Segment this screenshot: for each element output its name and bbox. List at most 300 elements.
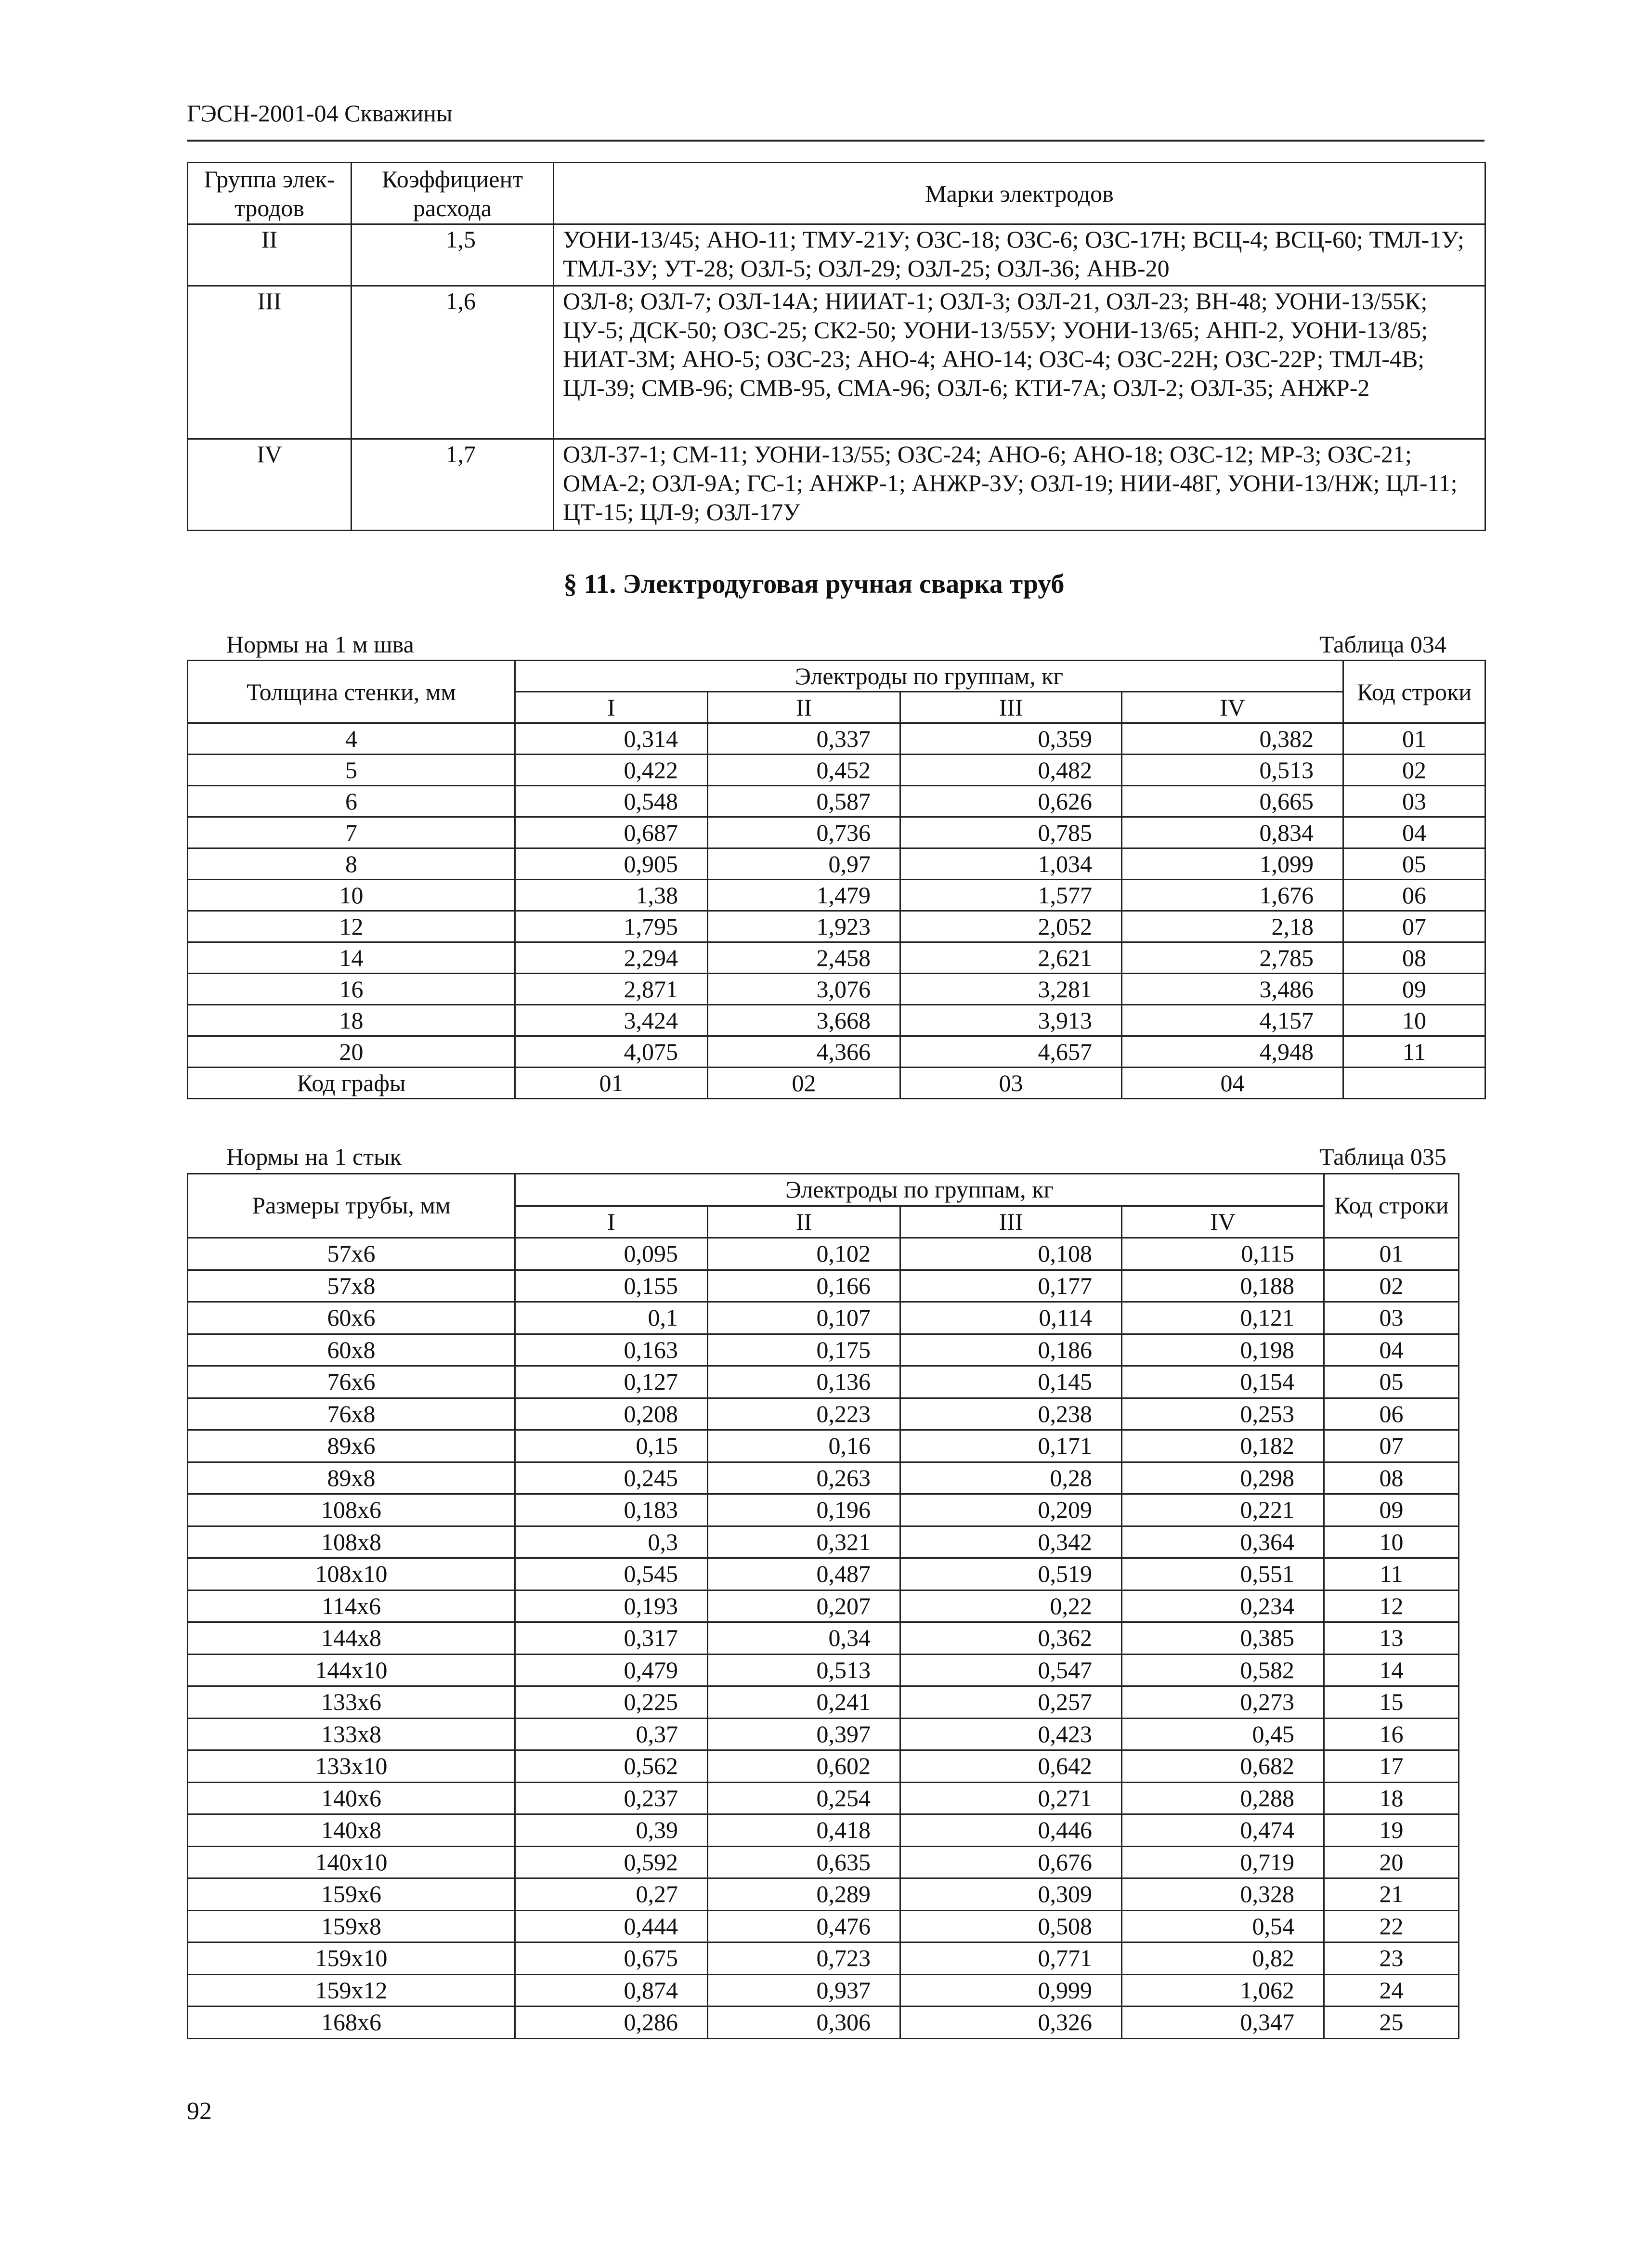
row-label: 60х8 (188, 1334, 515, 1366)
header-electrodes: Электроды по группам, кг (515, 661, 1343, 692)
row-code: 21 (1324, 1878, 1459, 1911)
header-group-2: II (708, 692, 900, 723)
header-group-1: I (515, 1206, 708, 1238)
value-cell: 0,102 (708, 1238, 900, 1270)
value-cell: 0,328 (1122, 1878, 1324, 1911)
value-cell: 0,359 (900, 723, 1122, 755)
table-row (188, 1462, 1459, 1494)
value-cell: 4,657 (900, 1036, 1122, 1068)
row-label: 18 (188, 1005, 515, 1036)
value-cell: 0,309 (900, 1878, 1122, 1911)
value-cell: 0,82 (1122, 1942, 1324, 1975)
coefficient-cell: 1,6 (352, 286, 554, 439)
row-code: 02 (1343, 755, 1485, 786)
value-cell: 0,298 (1122, 1462, 1324, 1494)
value-cell: 1,099 (1122, 848, 1343, 880)
table-row (188, 1430, 1459, 1462)
header-row (188, 1174, 1459, 1206)
row-label: 159х12 (188, 1974, 515, 2007)
table-row (188, 1590, 1459, 1622)
value-cell: 3,076 (708, 974, 900, 1005)
value-cell: 0,602 (708, 1750, 900, 1783)
row-label: 144х10 (188, 1654, 515, 1686)
row-label: 5 (188, 755, 515, 786)
value-cell: 0,207 (708, 1590, 900, 1622)
row-code: 04 (1324, 1334, 1459, 1366)
value-cell: 0,418 (708, 1814, 900, 1847)
row-code: 23 (1324, 1942, 1459, 1975)
value-cell: 0,306 (708, 2007, 900, 2039)
value-cell: 0,186 (900, 1334, 1122, 1366)
row-label: 140х8 (188, 1814, 515, 1847)
row-label: 57х6 (188, 1238, 515, 1270)
row-code: 18 (1324, 1782, 1459, 1814)
value-cell: 0,687 (515, 817, 708, 848)
value-cell: 0,314 (515, 723, 708, 755)
value-cell: 0,771 (900, 1942, 1122, 1975)
coefficient-cell: 1,7 (352, 439, 554, 531)
row-label: 108х6 (188, 1494, 515, 1526)
value-cell: 0,16 (708, 1430, 900, 1462)
value-cell: 0,362 (900, 1622, 1122, 1655)
value-cell: 0,476 (708, 1910, 900, 1942)
row-code: 01 (1324, 1238, 1459, 1270)
table-row (188, 1718, 1459, 1750)
value-cell: 0,834 (1122, 817, 1343, 848)
footer-row (188, 1068, 1485, 1099)
table-row (188, 1398, 1459, 1430)
value-cell: 0,397 (708, 1718, 900, 1750)
value-cell: 3,668 (708, 1005, 900, 1036)
value-cell: 2,458 (708, 942, 900, 974)
value-cell: 0,551 (1122, 1558, 1324, 1590)
table-row (188, 1846, 1459, 1878)
row-label: 6 (188, 786, 515, 817)
row-code: 08 (1324, 1462, 1459, 1494)
value-cell: 0,317 (515, 1622, 708, 1655)
value-cell: 0,1 (515, 1302, 708, 1334)
value-cell: 0,562 (515, 1750, 708, 1783)
value-cell: 0,198 (1122, 1334, 1324, 1366)
value-cell: 3,913 (900, 1005, 1122, 1036)
row-code: 14 (1324, 1654, 1459, 1686)
value-cell: 4,948 (1122, 1036, 1343, 1068)
value-cell: 0,3 (515, 1526, 708, 1558)
value-cell: 0,937 (708, 1974, 900, 2007)
row-label: 10 (188, 880, 515, 911)
row-code: 11 (1343, 1036, 1485, 1068)
header-code: Код строки (1343, 661, 1485, 723)
value-cell: 2,18 (1122, 911, 1343, 942)
value-cell: 0,221 (1122, 1494, 1324, 1526)
value-cell: 0,254 (708, 1782, 900, 1814)
table-row (188, 1782, 1459, 1814)
row-label: 108х10 (188, 1558, 515, 1590)
value-cell: 0,241 (708, 1686, 900, 1719)
value-cell: 0,487 (708, 1558, 900, 1590)
row-label: 76х8 (188, 1398, 515, 1430)
value-cell: 0,289 (708, 1878, 900, 1911)
value-cell: 0,271 (900, 1782, 1122, 1814)
table-row (188, 1878, 1459, 1911)
table-row (188, 911, 1485, 942)
value-cell: 0,175 (708, 1334, 900, 1366)
running-header: ГЭСН-2001-04 Скважины (187, 100, 453, 127)
row-label: 89х6 (188, 1430, 515, 1462)
value-cell: 0,326 (900, 2007, 1122, 2039)
value-cell: 2,294 (515, 942, 708, 974)
row-code: 24 (1324, 1974, 1459, 2007)
row-code: 02 (1324, 1270, 1459, 1302)
value-cell: 0,273 (1122, 1686, 1324, 1719)
header-first-column: Размеры трубы, мм (188, 1174, 515, 1238)
brands-cell: ОЗЛ-37-1; СМ-11; УОНИ-13/55; ОЗС-24; АНО-6; АНО-18; ОЗС-12; МР-3; ОЗС-21; ОМА-2; ОЗЛ-9А; ГС-1; АНЖР-1; АНЖР-3У; ОЗЛ-19; НИИ-48Г, УОНИ-13/НЖ; ЦЛ-11; ЦТ-15; ЦЛ-9; ОЗЛ-17У (554, 439, 1485, 531)
value-cell: 0,234 (1122, 1590, 1324, 1622)
value-cell: 0,665 (1122, 786, 1343, 817)
table-row (188, 1036, 1485, 1068)
group-row (188, 286, 1485, 439)
value-cell: 1,034 (900, 848, 1122, 880)
value-cell: 0,582 (1122, 1654, 1324, 1686)
value-cell: 0,592 (515, 1846, 708, 1878)
value-cell: 2,785 (1122, 942, 1343, 974)
page-number: 92 (187, 2098, 212, 2125)
header-coefficient: Коэффициент расхода (352, 163, 554, 224)
value-cell: 0,423 (900, 1718, 1122, 1750)
value-cell: 0,626 (900, 786, 1122, 817)
row-code: 22 (1324, 1910, 1459, 1942)
value-cell: 1,676 (1122, 880, 1343, 911)
value-cell: 0,115 (1122, 1238, 1324, 1270)
value-cell: 0,208 (515, 1398, 708, 1430)
row-label: 7 (188, 817, 515, 848)
table-034 (187, 660, 1486, 1099)
row-label: 57х8 (188, 1270, 515, 1302)
row-code: 16 (1324, 1718, 1459, 1750)
header-group-1: I (515, 692, 708, 723)
column-code: 03 (900, 1068, 1122, 1099)
value-cell: 2,621 (900, 942, 1122, 974)
coefficient-cell: 1,5 (352, 224, 554, 286)
header-group-3: III (900, 692, 1122, 723)
value-cell: 0,22 (900, 1590, 1122, 1622)
value-cell: 0,225 (515, 1686, 708, 1719)
header-group-3: III (900, 1206, 1122, 1238)
value-cell: 3,486 (1122, 974, 1343, 1005)
value-cell: 0,548 (515, 786, 708, 817)
table-row (188, 1558, 1459, 1590)
value-cell: 0,155 (515, 1270, 708, 1302)
value-cell: 0,422 (515, 755, 708, 786)
value-cell: 0,177 (900, 1270, 1122, 1302)
column-code: 01 (515, 1068, 708, 1099)
value-cell: 0,257 (900, 1686, 1122, 1719)
value-cell: 0,444 (515, 1910, 708, 1942)
table-row (188, 880, 1485, 911)
row-label: 12 (188, 911, 515, 942)
value-cell: 2,052 (900, 911, 1122, 942)
table034-number: Таблица 034 (1319, 631, 1446, 658)
row-label: 89х8 (188, 1462, 515, 1494)
value-cell: 1,923 (708, 911, 900, 942)
table-row (188, 1974, 1459, 2007)
value-cell: 0,27 (515, 1878, 708, 1911)
row-code: 17 (1324, 1750, 1459, 1783)
value-cell: 0,245 (515, 1462, 708, 1494)
row-code: 13 (1324, 1622, 1459, 1655)
row-label: 20 (188, 1036, 515, 1068)
table-row (188, 1366, 1459, 1398)
value-cell: 0,736 (708, 817, 900, 848)
value-cell: 0,675 (515, 1942, 708, 1975)
row-code: 08 (1343, 942, 1485, 974)
value-cell: 0,452 (708, 755, 900, 786)
row-code: 06 (1324, 1398, 1459, 1430)
row-code: 15 (1324, 1686, 1459, 1719)
value-cell: 0,288 (1122, 1782, 1324, 1814)
row-label: 76х6 (188, 1366, 515, 1398)
row-label: 144х8 (188, 1622, 515, 1655)
value-cell: 0,479 (515, 1654, 708, 1686)
header-first-column: Толщина стенки, мм (188, 661, 515, 723)
group-cell: IV (188, 439, 352, 531)
electrode-group-table (187, 162, 1486, 531)
value-cell: 0,127 (515, 1366, 708, 1398)
row-label: 4 (188, 723, 515, 755)
row-code: 09 (1343, 974, 1485, 1005)
group-row (188, 224, 1485, 286)
row-label: 159х6 (188, 1878, 515, 1911)
value-cell: 0,97 (708, 848, 900, 880)
column-code: 02 (708, 1068, 900, 1099)
value-cell: 0,095 (515, 1238, 708, 1270)
row-code: 01 (1343, 723, 1485, 755)
value-cell: 0,166 (708, 1270, 900, 1302)
header-group-4: IV (1122, 692, 1343, 723)
row-code: 06 (1343, 880, 1485, 911)
value-cell: 0,474 (1122, 1814, 1324, 1847)
value-cell: 0,263 (708, 1462, 900, 1494)
value-cell: 0,34 (708, 1622, 900, 1655)
row-code: 12 (1324, 1590, 1459, 1622)
brands-cell: ОЗЛ-8; ОЗЛ-7; ОЗЛ-14А; НИИАТ-1; ОЗЛ-3; ОЗЛ-21, ОЗЛ-23; ВН-48; УОНИ-13/55К; ЦУ-5; ДСК-50; ОЗС-25; СК2-50; УОНИ-13/55У; УОНИ-13/65; АНП-2, УОНИ-13/85; НИАТ-3М; АНО-5; ОЗС-23; АНО-4; АНО-14; ОЗС-4; ОЗС-22Н; ОЗС-22Р; ТМЛ-4В; ЦЛ-39; СМВ-96; СМВ-95, СМА-96; ОЗЛ-6; КТИ-7А; ОЗЛ-2; ОЗЛ-35; АНЖР-2 (554, 286, 1485, 439)
header-electrodes: Электроды по группам, кг (515, 1174, 1324, 1206)
row-label: 8 (188, 848, 515, 880)
group-cell: II (188, 224, 352, 286)
value-cell: 1,479 (708, 880, 900, 911)
header-code: Код строки (1324, 1174, 1459, 1238)
row-label: 140х10 (188, 1846, 515, 1878)
header-group-2: II (708, 1206, 900, 1238)
value-cell: 0,286 (515, 2007, 708, 2039)
value-cell: 0,342 (900, 1526, 1122, 1558)
table-row (188, 1494, 1459, 1526)
value-cell: 0,382 (1122, 723, 1343, 755)
value-cell: 0,121 (1122, 1302, 1324, 1334)
row-label: 14 (188, 942, 515, 974)
value-cell: 4,157 (1122, 1005, 1343, 1036)
table-row (188, 1910, 1459, 1942)
value-cell: 0,785 (900, 817, 1122, 848)
value-cell: 4,366 (708, 1036, 900, 1068)
row-code: 03 (1343, 786, 1485, 817)
table035-caption: Нормы на 1 стык (226, 1143, 402, 1170)
value-cell: 0,238 (900, 1398, 1122, 1430)
value-cell: 0,188 (1122, 1270, 1324, 1302)
value-cell: 0,676 (900, 1846, 1122, 1878)
value-cell: 1,795 (515, 911, 708, 942)
value-cell: 0,54 (1122, 1910, 1324, 1942)
value-cell: 4,075 (515, 1036, 708, 1068)
table035-number: Таблица 035 (1319, 1143, 1446, 1170)
row-code: 25 (1324, 2007, 1459, 2039)
value-cell: 0,107 (708, 1302, 900, 1334)
row-label: 108х8 (188, 1526, 515, 1558)
header-row (188, 661, 1485, 692)
value-cell: 3,281 (900, 974, 1122, 1005)
table-row (188, 942, 1485, 974)
value-cell: 0,347 (1122, 2007, 1324, 2039)
row-code: 07 (1343, 911, 1485, 942)
value-cell: 1,062 (1122, 1974, 1324, 2007)
value-cell: 0,39 (515, 1814, 708, 1847)
table-row (188, 786, 1485, 817)
table-row (188, 1750, 1459, 1783)
value-cell: 0,253 (1122, 1398, 1324, 1430)
value-cell: 0,682 (1122, 1750, 1324, 1783)
table-row (188, 817, 1485, 848)
row-label: 168х6 (188, 2007, 515, 2039)
row-label: 133х8 (188, 1718, 515, 1750)
value-cell: 0,482 (900, 755, 1122, 786)
table-row (188, 2007, 1459, 2039)
brands-cell: УОНИ-13/45; АНО-11; ТМУ-21У; ОЗС-18; ОЗС-6; ОЗС-17Н; ВСЦ-4; ВСЦ-60; ТМЛ-1У; ТМЛ-3У; УТ-28; ОЗЛ-5; ОЗЛ-29; ОЗЛ-25; ОЗЛ-36; АНВ-20 (554, 224, 1485, 286)
value-cell: 0,999 (900, 1974, 1122, 2007)
row-code: 03 (1324, 1302, 1459, 1334)
table-row (188, 1005, 1485, 1036)
table-row (188, 848, 1485, 880)
value-cell: 1,38 (515, 880, 708, 911)
value-cell: 0,114 (900, 1302, 1122, 1334)
value-cell: 0,183 (515, 1494, 708, 1526)
value-cell: 0,337 (708, 723, 900, 755)
value-cell: 0,37 (515, 1718, 708, 1750)
table-035 (187, 1173, 1459, 2039)
value-cell: 0,209 (900, 1494, 1122, 1526)
table-row (188, 1686, 1459, 1719)
value-cell: 0,196 (708, 1494, 900, 1526)
table-row (188, 1622, 1459, 1655)
header-rule (187, 140, 1485, 142)
row-code: 11 (1324, 1558, 1459, 1590)
footer-empty (1343, 1068, 1485, 1099)
row-code: 09 (1324, 1494, 1459, 1526)
value-cell: 0,108 (900, 1238, 1122, 1270)
row-code: 20 (1324, 1846, 1459, 1878)
value-cell: 3,424 (515, 1005, 708, 1036)
value-cell: 2,871 (515, 974, 708, 1005)
row-code: 19 (1324, 1814, 1459, 1847)
value-cell: 0,719 (1122, 1846, 1324, 1878)
value-cell: 0,642 (900, 1750, 1122, 1783)
value-cell: 0,237 (515, 1782, 708, 1814)
value-cell: 0,547 (900, 1654, 1122, 1686)
value-cell: 0,182 (1122, 1430, 1324, 1462)
group-row (188, 439, 1485, 531)
value-cell: 1,577 (900, 880, 1122, 911)
table-row (188, 974, 1485, 1005)
row-code: 05 (1324, 1366, 1459, 1398)
table-row (188, 1654, 1459, 1686)
value-cell: 0,171 (900, 1430, 1122, 1462)
value-cell: 0,508 (900, 1910, 1122, 1942)
value-cell: 0,28 (900, 1462, 1122, 1494)
row-code: 07 (1324, 1430, 1459, 1462)
value-cell: 0,45 (1122, 1718, 1324, 1750)
table-row (188, 1238, 1459, 1270)
row-code: 10 (1324, 1526, 1459, 1558)
footer-label: Код графы (188, 1068, 515, 1099)
row-label: 140х6 (188, 1782, 515, 1814)
table-row (188, 723, 1485, 755)
row-label: 159х8 (188, 1910, 515, 1942)
value-cell: 0,223 (708, 1398, 900, 1430)
value-cell: 0,145 (900, 1366, 1122, 1398)
header-brands: Марки электродов (554, 163, 1485, 224)
header-group-4: IV (1122, 1206, 1324, 1238)
value-cell: 0,874 (515, 1974, 708, 2007)
value-cell: 0,905 (515, 848, 708, 880)
value-cell: 0,163 (515, 1334, 708, 1366)
table-row (188, 1526, 1459, 1558)
table-row (188, 1942, 1459, 1975)
section-title: § 11. Электродуговая ручная сварка труб (563, 569, 1065, 599)
value-cell: 0,587 (708, 786, 900, 817)
row-label: 16 (188, 974, 515, 1005)
value-cell: 0,635 (708, 1846, 900, 1878)
value-cell: 0,385 (1122, 1622, 1324, 1655)
value-cell: 0,15 (515, 1430, 708, 1462)
row-label: 114х6 (188, 1590, 515, 1622)
row-code: 10 (1343, 1005, 1485, 1036)
row-label: 60х6 (188, 1302, 515, 1334)
value-cell: 0,723 (708, 1942, 900, 1975)
value-cell: 0,136 (708, 1366, 900, 1398)
header-group: Группа элек-тродов (188, 163, 352, 224)
value-cell: 0,364 (1122, 1526, 1324, 1558)
row-label: 133х6 (188, 1686, 515, 1719)
row-code: 04 (1343, 817, 1485, 848)
table-row (188, 1270, 1459, 1302)
group-cell: III (188, 286, 352, 439)
value-cell: 0,154 (1122, 1366, 1324, 1398)
column-code: 04 (1122, 1068, 1343, 1099)
value-cell: 0,545 (515, 1558, 708, 1590)
table-row (188, 1334, 1459, 1366)
row-label: 133х10 (188, 1750, 515, 1783)
value-cell: 0,513 (1122, 755, 1343, 786)
value-cell: 0,321 (708, 1526, 900, 1558)
row-code: 05 (1343, 848, 1485, 880)
table-row (188, 1302, 1459, 1334)
value-cell: 0,193 (515, 1590, 708, 1622)
table-row (188, 755, 1485, 786)
table-row (188, 1814, 1459, 1847)
value-cell: 0,519 (900, 1558, 1122, 1590)
value-cell: 0,446 (900, 1814, 1122, 1847)
row-label: 159х10 (188, 1942, 515, 1975)
table034-caption: Нормы на 1 м шва (226, 631, 414, 658)
